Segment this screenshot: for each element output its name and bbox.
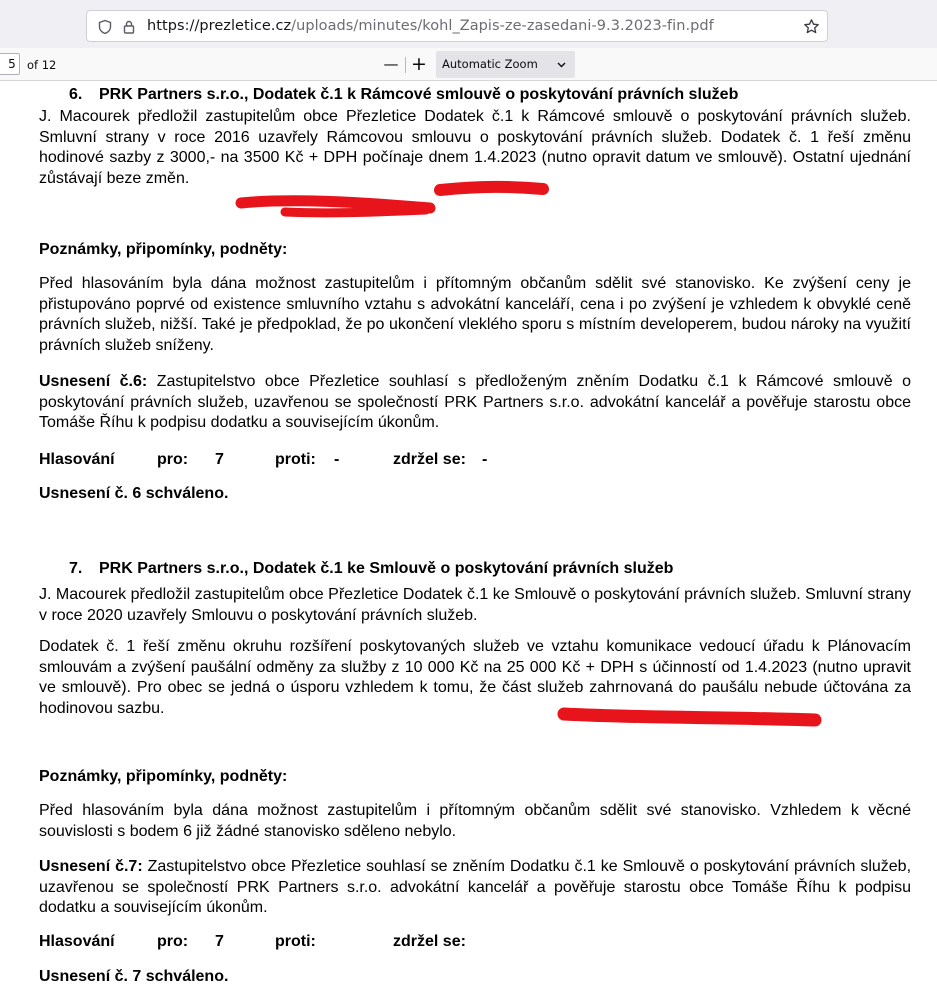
vote-zdrzel-label: zdržel se:: [393, 933, 466, 950]
section-7-notes-text: Před hlasováním byla dána možnost zastupitelům i přítomným občanům sdělit své stanovisko. Vzhledem k věcné souvislosti s bodem 6 již žádné stanovisko sděleno nebylo.: [39, 802, 911, 840]
section-7-resolution-text: Zastupitelstvo obce Přezletice souhlasí se zněním Dodatku č.1 ke Smlouvě o poskytování právních služeb, uzavřenou se společností PRK Partners s.r.o. advokátní kancelář a pověřuje starostu obce Tomáše Říhu k podpisu dodatku a souvisejícím úkonům.: [39, 858, 912, 916]
page-count-label: of 12: [27, 58, 57, 72]
section-6-resolution-label: Usnesení č.6:: [39, 373, 148, 390]
section-6-approved: Usnesení č. 6 schváleno.: [39, 485, 229, 502]
section-6-number: 6.: [69, 86, 83, 103]
toolbar-separator: [405, 57, 406, 73]
vote-proti-value: -: [334, 451, 340, 468]
url-path: /uploads/minutes/kohl_Zapis-ze-zasedani-9.3.2023-fin.pdf: [291, 18, 714, 34]
vote-pro-value: 7: [215, 933, 224, 950]
section-7-intro-2: Dodatek č. 1 řeší změnu okruhu rozšíření poskytovaných služeb ve vztahu komunikace vedoucí úřadu k Plánovacím smlouvám a zvýšení paušální odměny za služby z 10 000 Kč na 25 000 Kč + DPH s účinností od 1.4.2023 (nutno upravit ve smlouvě). Pro obec se jedná o úsporu vzhledem k tomu, že část služeb zahrnovaná do paušálu nebude účtována za hodinovou sazbu.: [39, 638, 911, 717]
vote-pro-value: 7: [215, 451, 224, 468]
zoom-select-label: Automatic Zoom: [442, 57, 538, 71]
section-7-notes-heading: Poznámky, připomínky, podněty:: [39, 768, 288, 785]
vote-zdrzel-value: -: [482, 451, 488, 468]
vote-label: Hlasování: [39, 451, 115, 468]
zoom-in-button[interactable]: [408, 53, 430, 75]
vote-proti-label: proti:: [275, 933, 316, 950]
marker-stroke-4: [564, 714, 815, 720]
section-7-title: PRK Partners s.r.o., Dodatek č.1 ke Smlouvě o poskytování právních služeb: [99, 560, 674, 577]
page-number-value: 5: [8, 57, 16, 71]
page-number-input[interactable]: [0, 53, 20, 75]
vote-pro-label: pro:: [157, 933, 189, 950]
lock-icon[interactable]: [121, 19, 137, 40]
section-6-notes-heading: Poznámky, připomínky, podněty:: [39, 241, 288, 258]
section-7-number: 7.: [69, 560, 83, 577]
zoom-in-icon: +: [411, 53, 427, 75]
zoom-out-icon: —: [383, 55, 399, 73]
section-6-title: PRK Partners s.r.o., Dodatek č.1 k Rámcové smlouvě o poskytování právních služeb: [99, 86, 739, 103]
zoom-out-button[interactable]: [380, 53, 402, 75]
marker-annotations: [0, 81, 937, 993]
chevron-down-icon: [556, 59, 567, 73]
vote-proti-label: proti:: [275, 451, 316, 468]
vote-zdrzel-label: zdržel se:: [393, 451, 466, 468]
vote-pro-label: pro:: [157, 451, 189, 468]
section-7-intro-1: J. Macourek předložil zastupitelům obce Přezletice Dodatek č.1 ke Smlouvě o poskytování právních služeb. Smluvní strany v roce 2020 uzavřely Smlouvu o poskytování právních služeb.: [39, 586, 911, 624]
section-7-resolution-label: Usnesení č.7:: [39, 858, 143, 875]
url-domain: https://prezletice.cz: [147, 18, 292, 34]
vote-label: Hlasování: [39, 933, 115, 950]
marker-stroke-2: [285, 210, 426, 213]
browser-toolbar: [0, 0, 937, 48]
pdf-document-page: [0, 81, 937, 993]
url-text[interactable]: [147, 18, 714, 34]
section-7-approved: Usnesení č. 7 schváleno.: [39, 968, 229, 985]
shield-icon[interactable]: [97, 19, 113, 40]
bookmark-star-icon[interactable]: [803, 18, 820, 40]
zoom-select[interactable]: [436, 51, 575, 78]
address-bar[interactable]: [86, 10, 828, 42]
section-6-intro: J. Macourek předložil zastupitelům obce Přezletice Dodatek č.1 k Rámcové smlouvě o poskytování právních služeb. Smluvní strany v roce 2016 uzavřely Rámcovou smlouvu o poskytování právních služeb. Dodatek č. 1 řeší změnu hodinové sazby z 3000,- na 3500 Kč + DPH počínaje dnem 1.4.2023 (nutno opravit datum ve smlouvě). Ostatní ujednání zůstávají beze změn.: [39, 108, 911, 187]
marker-stroke-3: [440, 187, 543, 190]
section-6-resolution-text: Zastupitelstvo obce Přezletice souhlasí s předloženým zněním Dodatku č.1 k Rámcové smlouvě o poskytování právních služeb, uzavřenou se společností PRK Partners s.r.o. advokátní kancelář a pověřuje starostu obce Tomáše Říhu k podpisu dodatku a souvisejícím úkonům.: [39, 373, 912, 431]
section-6-notes-text: Před hlasováním byla dána možnost zastupitelům i přítomným občanům sdělit své stanovisko. Ke zvýšení ceny je přistupováno poprvé od existence smluvního vztahu s advokátní kanceláří, cena i po zvýšení je vzhledem k obvyklé ceně právních služeb, nižší. Také je předpoklad, že po ukončení vleklého sporu s místním developerem, budou nároky na využití právních služeb sníženy.: [39, 275, 911, 354]
